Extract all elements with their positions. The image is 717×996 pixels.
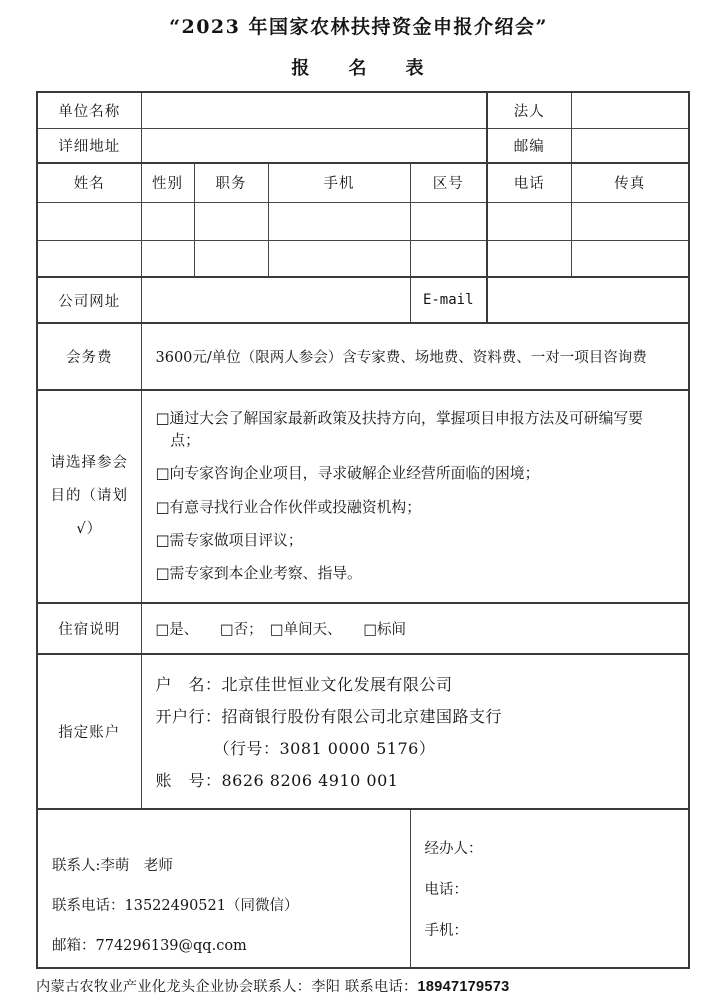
account-bank-name: 开户行：招商银行股份有限公司北京建国路支行 [155, 707, 503, 727]
header-name: 姓名 [37, 163, 141, 202]
purpose-label-line: 请选择参会 [50, 454, 128, 471]
purpose-option-4: □需专家做项目评议； [155, 531, 303, 549]
postcode-label: 邮编 [487, 128, 571, 163]
account-details [141, 654, 689, 809]
row-account [37, 654, 689, 809]
organizer-contact-person: 联系人:李萌 老师 [52, 858, 173, 875]
purpose-option-1: □通过大会了解国家最新政策及扶持方向，掌握项目申报方法及可研编写要点； [155, 410, 643, 450]
row-contact-headers [37, 163, 689, 202]
handler-mobile-label: 手机： [424, 923, 468, 940]
lodging-options: □是、 □否； □单间天、 □标间 [141, 603, 689, 654]
website-field [141, 277, 410, 323]
contact-row-1 [37, 202, 689, 240]
fee-text: 3600元/单位（限两人参会）含专家费、场地费、资料费、一对一项目咨询费 [141, 323, 689, 390]
registration-table [36, 91, 690, 969]
address-field [141, 128, 487, 163]
contact-1-name-cell [37, 202, 141, 240]
contact-1-mobile-cell [268, 202, 410, 240]
contact-2-area-code-cell [410, 240, 487, 277]
row-fee [37, 323, 689, 390]
handler-cell [410, 809, 689, 968]
contact-2-fax-cell [571, 240, 689, 277]
association-contact-phone: 18947179573 [417, 979, 510, 996]
row-contacts-footer [37, 809, 689, 968]
contact-1-area-code-cell [410, 202, 487, 240]
unit-name-field [141, 92, 487, 128]
purpose-label-line: 目的（请划 [50, 487, 128, 504]
contact-1-fax-cell [571, 202, 689, 240]
unit-name-label: 单位名称 [37, 92, 141, 128]
page-title: “2023 年国家农林扶持资金申报介绍会” [169, 16, 548, 38]
row-website [37, 277, 689, 323]
organizer-contact-phone: 联系电话：13522490521（同微信） [52, 898, 299, 915]
association-contact-note [36, 976, 717, 996]
legal-person-label: 法人 [487, 92, 571, 128]
association-contact-text: 内蒙古农牧业产业化龙头企业协会联系人：李阳 联系电话： [36, 979, 418, 996]
organizer-contact-cell [37, 809, 410, 968]
contact-1-position-cell [194, 202, 268, 240]
fee-label: 会务费 [37, 323, 141, 390]
contact-row-2 [37, 240, 689, 277]
header-fax: 传真 [571, 163, 689, 202]
purpose-label [37, 390, 141, 603]
organizer-contact-email: 邮箱：774296139@qq.com [52, 938, 247, 955]
email-field [487, 277, 689, 323]
purpose-option-3: □有意寻找行业合作伙伴或投融资机构； [155, 498, 422, 516]
address-label: 详细地址 [37, 128, 141, 163]
handler-phone-label: 电话： [424, 882, 468, 899]
header-phone: 电话 [487, 163, 571, 202]
contact-2-position-cell [194, 240, 268, 277]
contact-1-phone-cell [487, 202, 571, 240]
account-number: 账 号：8626 8206 4910 001 [155, 771, 399, 791]
purpose-option-2: □向专家咨询企业项目，寻求破解企业经营所面临的困境； [155, 465, 540, 483]
header-gender: 性别 [141, 163, 194, 202]
account-label: 指定账户 [37, 654, 141, 809]
contact-2-gender-cell [141, 240, 194, 277]
header-area-code: 区号 [410, 163, 487, 202]
account-holder-name: 户 名：北京佳世恒业文化发展有限公司 [155, 675, 453, 695]
postcode-field [571, 128, 689, 163]
contact-1-gender-cell [141, 202, 194, 240]
row-address [37, 128, 689, 163]
registration-form-page [0, 12, 717, 996]
page-subtitle: 报 名 表 [291, 58, 426, 79]
contact-2-mobile-cell [268, 240, 410, 277]
purpose-option-5: □需专家到本企业考察、指导。 [155, 564, 362, 582]
row-unit-name [37, 92, 689, 128]
row-purpose [37, 390, 689, 603]
website-label: 公司网址 [37, 277, 141, 323]
contact-2-name-cell [37, 240, 141, 277]
handler-name-label: 经办人： [424, 841, 483, 858]
lodging-label: 住宿说明 [37, 603, 141, 654]
contact-2-phone-cell [487, 240, 571, 277]
header-position: 职务 [194, 163, 268, 202]
purpose-label-line: √） [76, 521, 103, 538]
purpose-options [141, 390, 689, 603]
row-lodging [37, 603, 689, 654]
email-label: E-mail [410, 277, 487, 323]
header-mobile: 手机 [268, 163, 410, 202]
account-bank-code: （行号：3081 0000 5176） [213, 739, 436, 759]
legal-person-field [571, 92, 689, 128]
